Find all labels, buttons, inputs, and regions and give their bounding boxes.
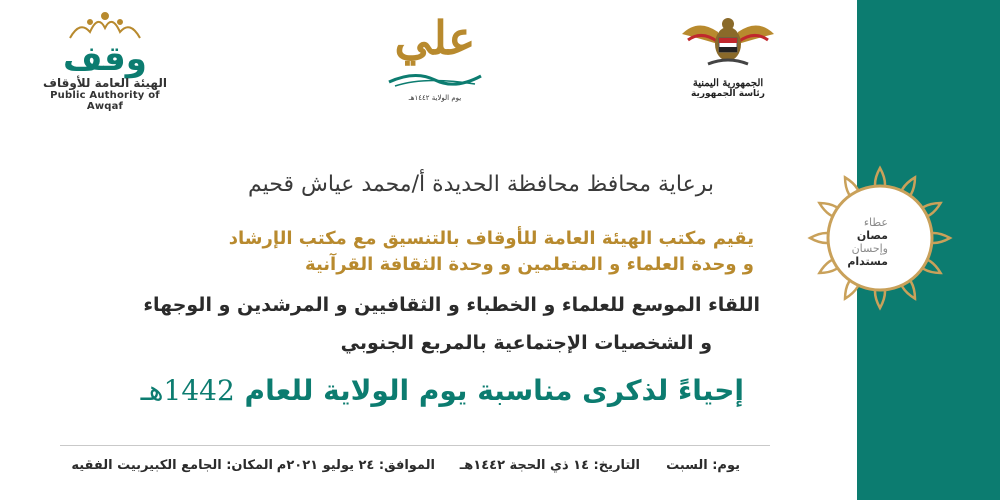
headline	[141, 374, 744, 407]
wilaya-ornament-icon	[385, 68, 485, 90]
republic-emblem	[676, 14, 780, 114]
headline-year: 1442هـ	[140, 374, 235, 407]
organizer-line-2: و وحدة العلماء و المتعلمين و وحدة الثقافة القرآنية	[305, 254, 754, 275]
event-date-hijri: التاريخ: ١٤ ذي الحجة ١٤٤٢هـ	[459, 458, 640, 473]
republic-name: الجمهورية اليمنية	[692, 78, 764, 89]
awqaf-wordmark: وقف	[63, 39, 147, 79]
slogan-line: وإحسان	[851, 242, 888, 255]
patronage-line: برعاية محافظ محافظة الحديدة أ/محمد عياش قحيم	[248, 172, 714, 197]
headline-text: إحياءً لذكرى مناسبة يوم الولاية للعام	[234, 374, 744, 407]
event-day: يوم: السبت	[666, 458, 740, 473]
slogan-line: مستدام	[847, 255, 888, 268]
organizer-line-1: يقيم مكتب الهيئة العامة للأوقاف بالتنسيق مع مكتب الإرشاد	[228, 228, 754, 249]
meeting-line-2: و الشخصيات الإجتماعية بالمربع الجنوبي	[340, 332, 712, 354]
slogan	[822, 216, 888, 268]
event-date-gregorian: الموافق: ٢٤ يوليو ٢٠٢١م	[276, 458, 435, 473]
awqaf-name-en: Public Authority of Awqaf	[50, 90, 160, 112]
slogan-line: مصان	[856, 229, 888, 242]
awqaf-name-ar: الهيئة العامة للأوقاف	[43, 76, 167, 90]
eagle-emblem-icon	[678, 14, 778, 72]
awqaf-logo	[40, 10, 170, 120]
wilaya-logo	[370, 8, 500, 120]
wilaya-subtitle: يوم الولاية ١٤٤٢هـ	[408, 94, 462, 102]
event-place: المكان: الجامع الكبيربيت الفقيه	[71, 458, 273, 473]
event-details	[71, 458, 780, 480]
presidency-name: رئاسة الجمهورية	[691, 89, 765, 99]
slogan-line: عطاء	[863, 216, 888, 229]
meeting-line-1: اللقاء الموسع للعلماء و الخطباء و الثقافيين و المرشدين و الوجهاء	[143, 294, 760, 316]
awqaf-crown-icon	[60, 10, 150, 40]
wilaya-calligraphy: علي	[394, 11, 476, 65]
divider	[60, 445, 770, 446]
